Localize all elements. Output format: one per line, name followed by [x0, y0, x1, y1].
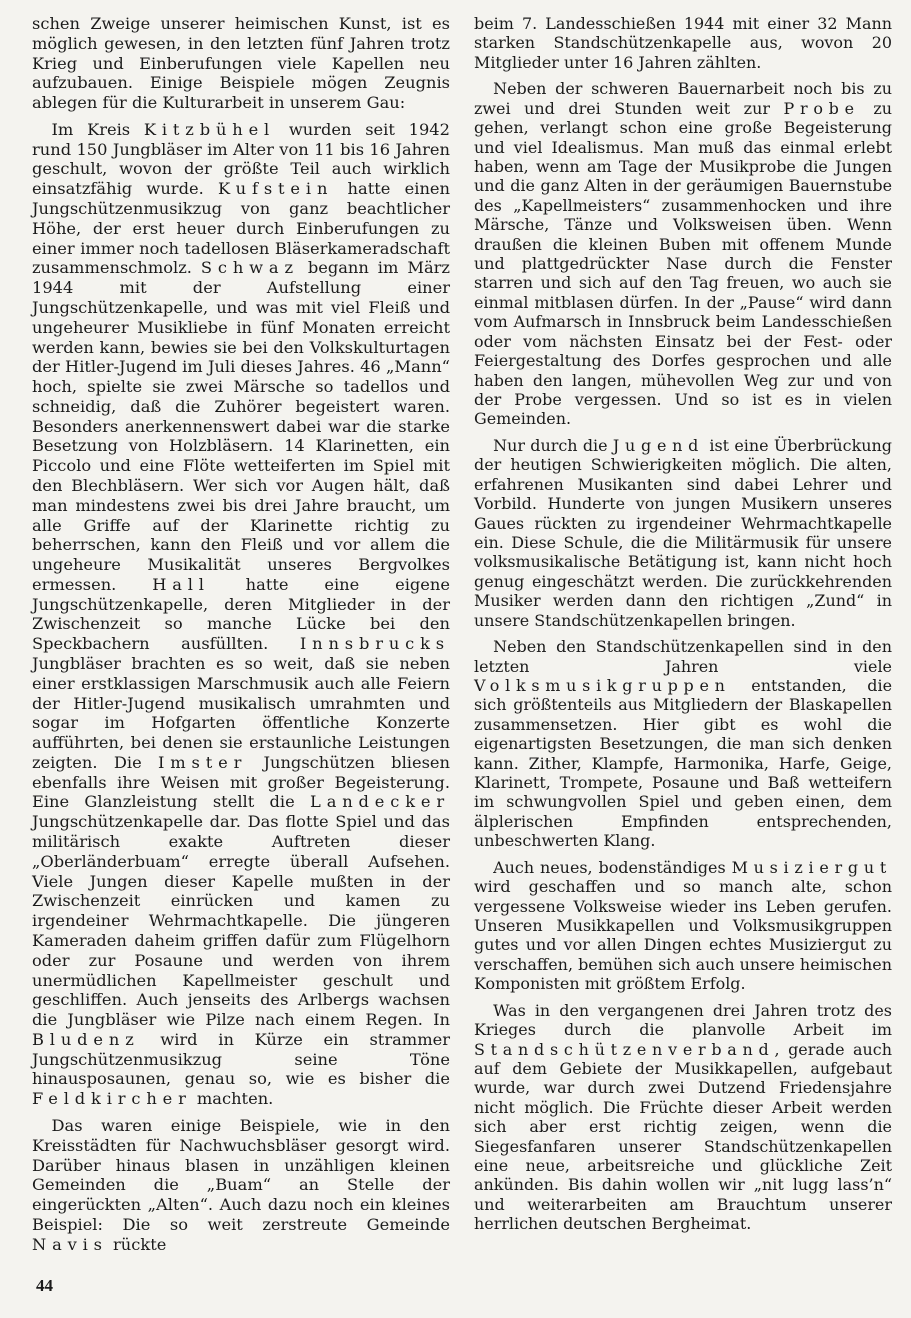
spaced-emphasis: Schwaz	[200, 258, 299, 278]
spaced-emphasis: Musiziergut	[731, 857, 892, 877]
spaced-emphasis: Hall	[152, 574, 210, 594]
text-run: Jungschützenkapelle dar. Das flotte Spiel und das militärisch exakte Auftreten dieser „Oberländerbuam“ erregte überall Aufsehen. Viele Jungen dieser Kapelle mußten in der Zwischenzeit einrücken und kamen zu irgendeiner Wehrmachtkapelle. Die jüngeren Kameraden daheim griffen dafür zum Flügelhorn oder zur Posaune und werden von ihrem unermüdlichen Kapellmeister geschult und geschliffen. Auch jenseits des Arlbergs wachsen die Jungbläser wie Pilze nach einem Regen. In	[32, 812, 450, 1030]
text-run: begann im März 1944 mit der Aufstellung einer Jungschützenkapelle, und was mit viel Fleiß und ungeheurer Musikliebe in fünf Monaten erreicht werden kann, bewies sie bei den Volkskulturtagen der Hitler-Jugend im Juli dieses Jahres. 46 „Mann“ hoch, spielte sie zwei Märsche so tadellos und schneidig, daß die Zuhörer begeistert waren. Besonders anerkennenswert dabei war die starke Besetzung von Holzbläsern. 14 Klarinetten, ein Piccolo und eine Flöte wetteiferten im Spiel mit den Blechbläsern. Wer sich vor Augen hält, daß man mindestens zwei bis drei Jahre braucht, um alle Griffe auf der Klarinette richtig zu beherrschen, kann den Fleiß und vor allem die ungeheure Musikalität unseres Bergvolkes ermessen.	[32, 258, 450, 594]
spaced-emphasis: Navis	[32, 1234, 108, 1254]
text-run: rückte	[107, 1234, 167, 1254]
paragraph	[474, 1001, 892, 1234]
spaced-emphasis: Probe	[783, 98, 860, 118]
text-run: Nur durch die	[493, 435, 613, 455]
text-run: zu gehen, verlangt schon eine große Begeisterung und viel Idealismus. Man muß das einmal erlebt haben, wenn am Tage der Musikprobe die Jungen und die ganz Alten in der geräumigen Bauernstube des „Kapellmeisters“ zusammenhocken und ihre Märsche, Tänze und Volksweisen üben. Wenn draußen die kleinen Buben mit offenem Munde und plattgedrückter Nase durch die Fenster starren und sich auf den Tag freuen, wo auch sie einmal mitblasen dürfen. In der „Pause“ wird dann vom Aufmarsch in Innsbruck beim Landesschießen oder vom nächsten Einsatz bei der Fest- oder Feiergestaltung des Dorfes gesprochen und alle haben den langen, mühevollen Weg zur und von der Probe vergessen. Und so ist es in vielen Gemeinden.	[474, 98, 892, 429]
spaced-emphasis: Jugend	[612, 435, 705, 455]
spaced-emphasis: Bludenz	[32, 1029, 140, 1049]
text-run: machten.	[191, 1089, 274, 1109]
text-run: beim 7. Landesschießen 1944 mit einer 32 Mann starken Standschützenkapelle aus, wovon 20 Mitglieder unter 16 Jahren zählten.	[474, 14, 892, 72]
spaced-emphasis: Imster	[158, 752, 248, 772]
text-run: Neben den Standschützenkapellen sind in den letzten Jahren viele	[474, 637, 892, 676]
spaced-emphasis: Volksmusikgruppen	[474, 675, 731, 695]
text-run: Jungbläser brachten es so weit, daß sie neben einer erstklassigen Marschmusik auch alle Feiern der Hitler-Jugend musikalisch umrahmten und sogar im Hofgarten öffentliche Konzerte aufführten, bei denen sie erstaunliche Leistungen zeigten. Die	[32, 654, 450, 772]
paragraph	[32, 120, 450, 1109]
text-run: wird geschaffen und so manch alte, schon vergessene Volksweise wieder ins Leben gerufen. Unseren Musikkapellen und Volksmusikgruppen gutes und vor allen Dingen echtes Musiziergut zu verschaffen, bemühen sich auch unsere heimischen Komponisten mit größtem Erfolg.	[474, 877, 892, 994]
spaced-emphasis: Innsbrucks	[299, 634, 450, 654]
paragraph	[474, 79, 892, 429]
paragraph	[474, 14, 892, 72]
spaced-emphasis: Standschützenverband	[474, 1039, 775, 1059]
text-run: Im Kreis	[51, 119, 144, 139]
text-run: Was in den vergangenen drei Jahren trotz des Krieges durch die planvolle Arbeit im	[474, 1000, 892, 1040]
text-run: schen Zweige unserer heimischen Kunst, ist es möglich gewesen, in den letzten fünf Jahren trotz Krieg und Einberufungen viele Kapellen neu aufzubauen. Einige Beispiele mögen Zeugnis ablegen für die Kulturarbeit in unserem Gau:	[32, 14, 450, 113]
text-run: ist eine Überbrückung der heutigen Schwierigkeiten möglich. Die alten, erfahrenen Musikanten sind dabei Lehrer und Vorbild. Hunderte von jungen Musikern unseres Gaues rückten zu irgendeiner Wehrmachtkapelle ein. Diese Schule, die die Militärmusik für unsere volksmusikalische Betätigung ist, kann nicht hoch genug eingeschätzt werden. Die zurückkehrenden Musiker werden dann den richtigen „Zund“ in unsere Standschützenkapellen bringen.	[474, 435, 892, 630]
page-number: 44	[36, 1276, 53, 1295]
paragraph	[32, 1116, 450, 1254]
text-run: wird in Kürze ein strammer Jungschützenmusikzug seine Töne hinausposaunen, genau so, wie es bisher die	[32, 1029, 450, 1089]
text-run: hatte einen Jungschützenmusikzug von ganz beachtlicher Höhe, der erst heuer durch Einberufungen zu einer immer noch tadellosen Bläserkameradschaft zusammenschmolz.	[32, 179, 451, 278]
paragraph	[474, 637, 892, 851]
spaced-emphasis: Feldkircher	[32, 1089, 192, 1109]
text-run: Das waren einige Beispiele, wie in den Kreisstädten für Nachwuchsbläser gesorgt wird. Darüber hinaus blasen in unzähligen kleinen Gemeinden die „Buam“ an Stelle der eingerückten „Alten“. Auch dazu noch ein kleines Beispiel: Die so weit zerstreute Gemeinde	[32, 1115, 450, 1234]
text-run: Jungschützen bliesen ebenfalls ihre Weisen mit großer Begeisterung. Eine Glanzleistung stellt die	[32, 752, 451, 812]
spaced-emphasis: Kufstein	[218, 179, 334, 199]
text-run: entstanden, die sich größtenteils aus Mitgliedern der Blaskapellen zusammensetzen. Hier gibt es wohl die eigenartigsten Besetzungen, die man sich denken kann. Zither, Klampfe, Harmonika, Harfe, Geige, Klarinett, Trompete, Posaune und Baß wetteifern im schwungvollen Spiel und geben einen, dem älplerischen Empfinden entsprechenden, unbeschwerten Klang.	[474, 675, 892, 851]
text-run: Auch neues, bodenständiges	[493, 857, 732, 877]
paragraph	[474, 436, 892, 630]
right-text-column	[474, 14, 892, 1234]
spaced-emphasis: Kitzbühel	[143, 119, 276, 139]
spaced-emphasis: Landecker	[310, 792, 450, 812]
text-run: wurden seit 1942 rund 150 Jungbläser im Alter von 11 bis 16 Jahren geschult, wovon der größte Teil auch wirklich einsatzfähig wurde.	[32, 119, 450, 199]
text-run: , gerade auch auf dem Gebiete der Musikkapellen, aufgebaut wurde, war durch zwei Dutzend Friedensjahre nicht möglich. Die Früchte dieser Arbeit werden sich aber erst richtig zeigen, wenn die Siegesfanfaren unserer Standschützenkapellen eine neue, arbeitsreiche und glückliche Zeit ankünden. Bis dahin wollen wir „nit lugg lass’n“ und weiterarbeiten am Brauchtum unserer herrlichen deutschen Bergheimat.	[474, 1039, 892, 1234]
paragraph	[474, 858, 892, 994]
text-run: hatte eine eigene Jungschützenkapelle, deren Mitglieder in der Zwischenzeit so manche Lücke bei den Speckbachern ausfüllten.	[32, 574, 450, 654]
text-run: Neben der schweren Bauernarbeit noch bis zu zwei und drei Stunden weit zur	[474, 79, 892, 118]
left-text-column	[32, 14, 450, 1254]
paragraph	[32, 14, 450, 113]
